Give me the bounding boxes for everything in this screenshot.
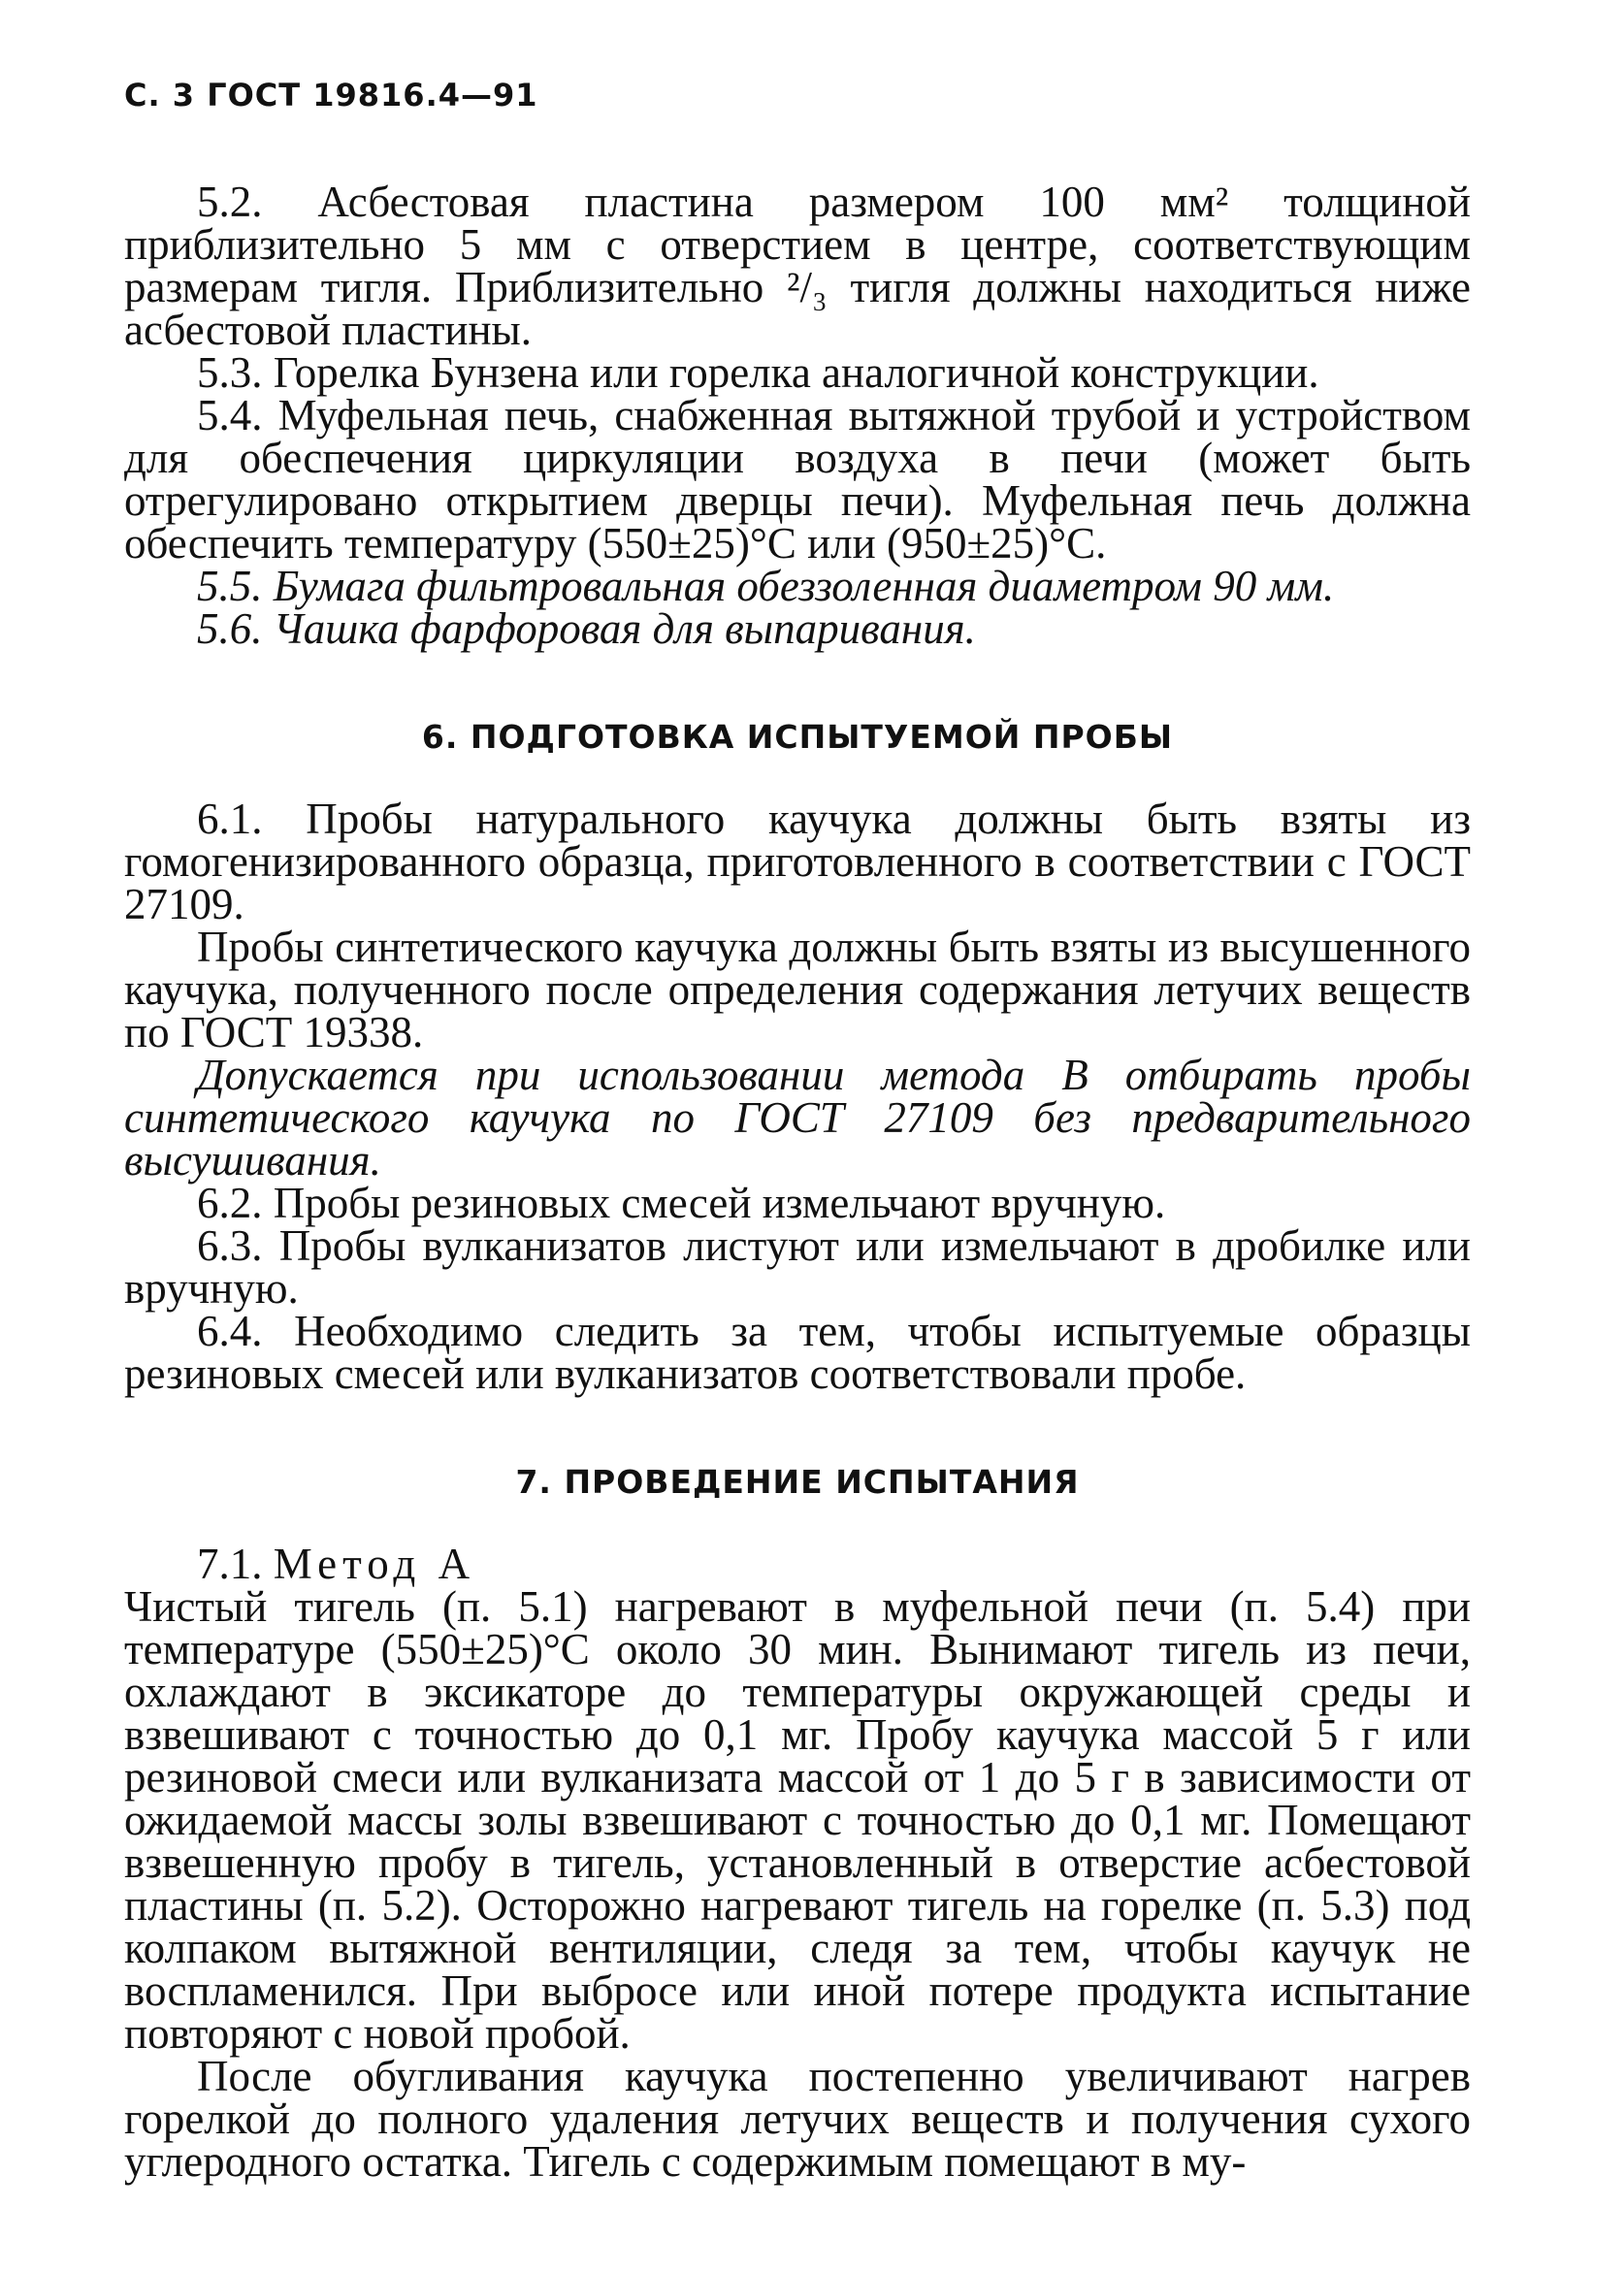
paragraph-5-2: 5.2. Асбестовая пластина размером 100 мм² толщиной приблизительно 5 мм с отверстием в центре, соответствующим размерам тигля. Приблизительно ²/₃ тигля должны находиться ниже асбестовой пластины.: [124, 178, 1471, 354]
paragraph-6-1: 6.1. Пробы натурального каучука должны быть взяты из гомогенизированного образца, приготовленного в соответствии с ГОСТ 27109.: [124, 795, 1471, 928]
section-7-body: [124, 1540, 1471, 2186]
paragraph-5-4: 5.4. Муфельная печь, снабженная вытяжной трубой и устройством для обеспечения циркуляции воздуха в печи (может быть отрегулировано открытием дверцы печи). Муфельная печь должна обеспечить температуру (550±25)°С или (950±25)°С.: [124, 391, 1471, 568]
paragraph-6-1-allowance: Допускается при использовании метода В отбирать пробы синтетического каучука по ГОСТ 27109 без предварительного высушивания.: [124, 1051, 1471, 1185]
running-head: С. 3 ГОСТ 19816.4—91: [124, 77, 538, 114]
section-6-title: 6. ПОДГОТОВКА ИСПЫТУЕМОЙ ПРОБЫ: [421, 718, 1174, 756]
paragraph-6-2: 6.2. Пробы резиновых смесей измельчают вручную.: [197, 1179, 1166, 1227]
method-a-heading: [124, 1540, 1471, 1588]
paragraph-5-6: 5.6. Чашка фарфоровая для выпаривания.: [197, 604, 976, 653]
method-number: 7.1.: [197, 1540, 263, 1588]
paragraph-7-1-charring: После обугливания каучука постепенно увеличивают нагрев горелкой до полного удаления летучих веществ и получения сухого углеродного остатка. Тигель с содержимым помещают в му-: [124, 2052, 1471, 2186]
section-6-body: [124, 795, 1471, 1398]
section-7-title: 7. ПРОВЕДЕНИЕ ИСПЫТАНИЯ: [515, 1463, 1080, 1501]
paragraph-7-1-procedure: Чистый тигель (п. 5.1) нагревают в муфельной печи (п. 5.4) при температуре (550±25)°С около 30 мин. Вынимают тигель из печи, охлаждают в эксикаторе до температуры окружающей среды и взвешивают с точностью до 0,1 мг. Пробу каучука массой 5 г или резиновой смеси или вулканизата массой от 1 до 5 г в зависимости от ожидаемой массы золы взвешивают с точностью до 0,1 мг. Помещают взвешенную пробу в тигель, установленный в отверстие асбестовой пластины (п. 5.2). Осторожно нагревают тигель на горелке (п. 5.3) под колпаком вытяжной вентиляции, следя за тем, чтобы каучук не воспламенился. При выбросе или иной потере продукта испытание повторяют с новой пробой.: [124, 1582, 1471, 2058]
paragraph-5-5: 5.5. Бумага фильтровальная обеззоленная диаметром 90 мм.: [197, 562, 1335, 610]
method-label: Метод А: [273, 1540, 476, 1588]
paragraph-6-1-synthetic: Пробы синтетического каучука должны быть взяты из высушенного каучука, полученного после определения содержания летучих веществ по ГОСТ 19338.: [124, 923, 1471, 1056]
paragraph-6-3: 6.3. Пробы вулканизатов листуют или измельчают в дробилке или вручную.: [124, 1221, 1471, 1313]
paragraph-5-3: 5.3. Горелка Бунзена или горелка аналогичной конструкции.: [197, 348, 1319, 397]
paragraph-6-4: 6.4. Необходимо следить за тем, чтобы испытуемые образцы резиновых смесей или вулканизатов соответствовали пробе.: [124, 1307, 1471, 1398]
section-5-body: [124, 178, 1471, 653]
